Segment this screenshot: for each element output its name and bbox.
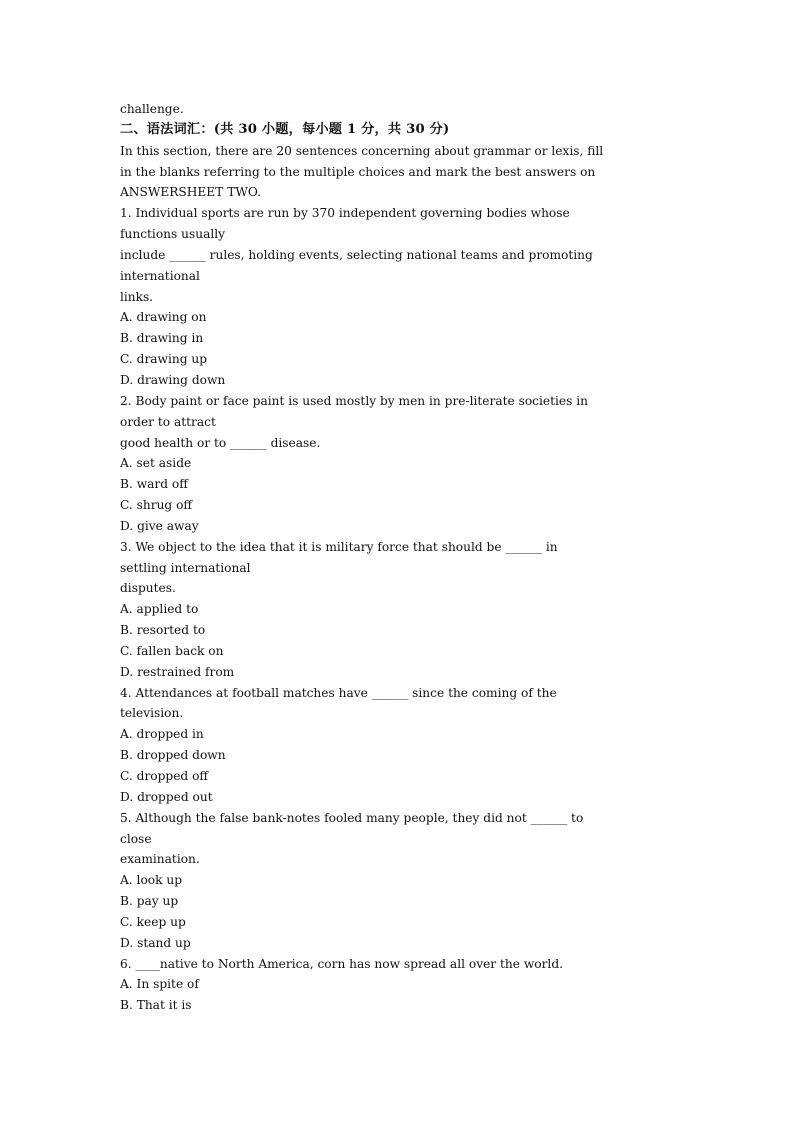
question-stem-line: close: [120, 831, 152, 846]
question-3: [120, 537, 700, 683]
option-a: A. In spite of: [120, 977, 199, 992]
section-instructions: [120, 141, 700, 204]
option-d: D. stand up: [120, 935, 191, 950]
question-stem-line: order to attract: [120, 414, 216, 429]
option-c: C. keep up: [120, 914, 186, 929]
option-b: B. ward off: [120, 477, 188, 492]
section-heading: 二、语法词汇：(共 30 小题，每小题 1 分，共 30 分): [120, 121, 450, 137]
instruction-line: in the blanks referring to the multiple choices and mark the best answers on: [120, 164, 596, 179]
document-page: [120, 99, 700, 1016]
option-c: C. fallen back on: [120, 643, 224, 658]
option-d: D. give away: [120, 518, 199, 533]
question-stem-line: good health or to ______ disease.: [120, 435, 321, 450]
option-d: D. dropped out: [120, 789, 213, 804]
option-b: B. resorted to: [120, 623, 206, 638]
question-stem-line: 1. Individual sports are run by 370 independent governing bodies whose: [120, 206, 570, 221]
question-stem-line: settling international: [120, 560, 251, 575]
question-stem-line: disputes.: [120, 581, 176, 596]
option-a: A. look up: [120, 873, 183, 888]
option-b: B. That it is: [120, 998, 192, 1013]
option-c: C. dropped off: [120, 769, 209, 783]
question-stem-line: links.: [120, 289, 154, 304]
question-1: [120, 203, 700, 391]
option-c: C. shrug off: [120, 498, 193, 513]
question-2: [120, 391, 700, 537]
question-stem-line: television.: [120, 706, 184, 721]
option-a: A. dropped in: [120, 727, 204, 742]
question-stem-line: 6. ____native to North America, corn has now spread all over the world.: [120, 956, 564, 971]
question-stem-line: functions usually: [120, 227, 226, 242]
option-c: C. drawing up: [120, 352, 208, 367]
option-a: A. drawing on: [120, 310, 207, 325]
question-stem-line: include ______ rules, holding events, selecting national teams and promoting: [120, 247, 593, 262]
question-5: [120, 808, 700, 954]
option-a: A. applied to: [120, 602, 199, 617]
question-stem-line: 2. Body paint or face paint is used mostly by men in pre-literate societies in: [120, 393, 589, 408]
instruction-line: In this section, there are 20 sentences concerning about grammar or lexis, fill: [120, 143, 604, 158]
question-4: [120, 683, 700, 808]
instruction-line: ANSWERSHEET TWO.: [120, 185, 261, 200]
carryover-text: challenge.: [120, 102, 184, 116]
question-6: [120, 954, 700, 1017]
question-stem-line: 4. Attendances at football matches have ______ since the coming of the: [120, 685, 557, 700]
option-a: A. set aside: [120, 456, 192, 471]
question-stem-line: examination.: [120, 852, 200, 867]
option-b: B. pay up: [120, 894, 179, 909]
option-b: B. dropped down: [120, 748, 226, 763]
question-stem-line: 3. We object to the idea that it is military force that should be ______ in: [120, 539, 558, 554]
question-stem-line: 5. Although the false bank-notes fooled many people, they did not ______ to: [120, 810, 584, 825]
question-stem-line: international: [120, 268, 200, 283]
option-d: D. drawing down: [120, 372, 226, 387]
option-d: D. restrained from: [120, 664, 235, 679]
option-b: B. drawing in: [120, 331, 204, 346]
